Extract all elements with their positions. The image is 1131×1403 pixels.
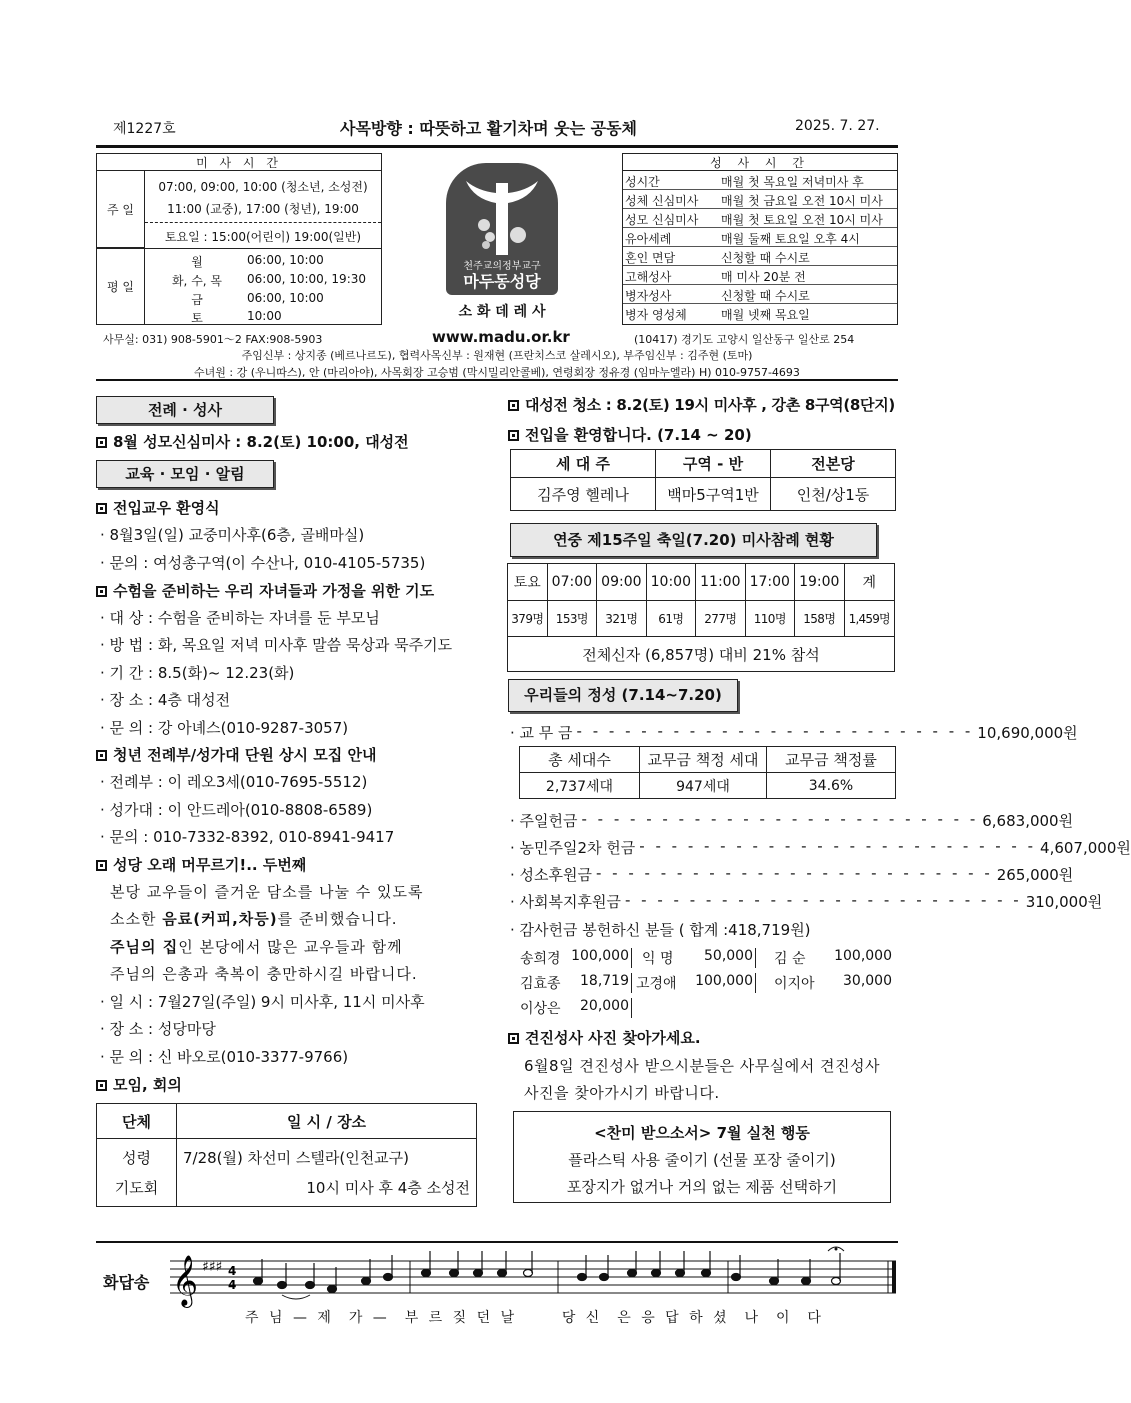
sunday-times-2: 11:00 (교중), 17:00 (청년), 19:00 <box>167 202 359 216</box>
table-cell: 34.6% <box>767 773 896 799</box>
transfer-table <box>510 449 896 511</box>
donor-amount: 100,000 <box>520 948 632 968</box>
table-cell: 153명 <box>547 601 596 637</box>
sacrament-row <box>623 228 897 247</box>
sacrament-time: 매월 첫 목요일 저녁미사 후 <box>721 175 864 189</box>
sacrament-time: 신청할 때 수시로 <box>721 251 810 265</box>
sacrament-time: 매월 둘째 토요일 오후 4시 <box>721 232 860 246</box>
table-header: 교무금 책정 세대 <box>640 747 767 773</box>
table-header: 계 <box>844 564 894 601</box>
youth-line: · 전례부 : 이 레오3세(010-7695-5512) <box>100 773 368 791</box>
laudato-si-line: 플라스틱 사용 줄이기 (선물 포장 줄이기) <box>568 1151 836 1169</box>
parish-name: 마두동성당 <box>463 272 541 291</box>
sacrament-name: 고해성사 <box>625 270 672 284</box>
table-cell: 947세대 <box>640 773 767 799</box>
sacrament-time: 매월 넷째 목요일 <box>721 308 810 322</box>
donor-amount: 100,000 <box>834 948 892 964</box>
weekday-times: 06:00, 10:00 <box>247 291 324 305</box>
issue-date: 2025. 7. 27. <box>795 118 880 134</box>
donor-list <box>520 948 896 1018</box>
svg-text:4: 4 <box>228 1264 237 1278</box>
donor-name: 익 명 <box>642 951 674 967</box>
donor-amount: 18,719 <box>520 973 632 993</box>
sunday-label: 주 일 <box>97 171 145 248</box>
weekday-day: 월 <box>191 255 203 269</box>
table-header: 총 세대수 <box>520 747 640 773</box>
section-education: 교육 · 모임 · 알림 <box>96 460 274 488</box>
staff-others: 수녀원 : 강 (우니따스), 안 (마리아야), 사목회장 고승범 (막시밀리안콜베), 연령회장 정유경 (임마누엘라) H) 010-9757-4693 <box>194 366 800 379</box>
table-cell: 김주영 헬레나 <box>511 478 656 511</box>
attendance-table <box>507 563 895 672</box>
table-header: 세 대 주 <box>511 450 656 478</box>
welcome-title: 전입교우 환영식 <box>96 497 220 513</box>
offering-row: · 성소후원금 - - - - - - - - - - - - - - - - - - - - - - - - - 265,000원 <box>510 864 1074 884</box>
sacrament-name: 성체 신심미사 <box>625 194 699 208</box>
table-header: 17:00 <box>745 564 794 601</box>
issue-number: 제1227호 <box>113 121 176 137</box>
psalm-label: 화답송 <box>103 1273 150 1292</box>
sacrament-name: 병자성사 <box>625 289 672 303</box>
photo-paragraph: 사진을 찾아가시기 바랍니다. <box>524 1084 720 1102</box>
svg-text:4: 4 <box>228 1278 237 1292</box>
thanks-offering-title: · 감사헌금 봉헌하신 분들 ( 합계 :418,719원) <box>510 921 811 939</box>
stay-paragraph: 본당 교우들이 즐거운 담소를 나눌 수 있도록 <box>110 883 424 901</box>
sunday-times-1: 07:00, 09:00, 10:00 (청소년, 소성전) <box>158 180 368 194</box>
header-rule <box>96 145 898 148</box>
attendance-title: 연중 제15주일 축일(7.20) 미사참례 현황 <box>510 523 877 557</box>
laudato-si-line: 포장지가 없거나 거의 없는 제품 선택하기 <box>566 1178 838 1196</box>
square-bullet-icon <box>508 1033 519 1044</box>
psalm-score <box>170 1245 898 1315</box>
saturday-times: 토요일 : 15:00(어린이) 19:00(일반) <box>164 230 362 244</box>
exam-line: · 장 소 : 4층 대성전 <box>100 691 231 709</box>
laudato-si-box <box>513 1111 891 1203</box>
donor-amount: 50,000 <box>642 948 756 968</box>
weekday-day: 토 <box>191 311 203 325</box>
cleaning-notice: 대성전 청소 : 8.2(토) 19시 미사후 , 강촌 8구역(8단지) <box>508 394 895 410</box>
square-bullet-icon <box>96 586 107 597</box>
welcome-line: · 문의 : 여성총구역(이 수산나, 010-4105-5735) <box>100 554 426 572</box>
table-cell: 1,459명 <box>844 601 894 637</box>
weekday-times: 06:00, 10:00 <box>247 253 324 267</box>
table-header: 11:00 <box>696 564 745 601</box>
donor-name: 김 순 <box>774 951 806 967</box>
offering-row: · 교 무 금 - - - - - - - - - - - - - - - - - - - - - - - - - 10,690,000원 <box>510 722 1078 742</box>
weekday-day: 금 <box>191 293 203 307</box>
table-cell: 7/28(월) 차선미 스텔라(인천교구) 10시 미사 후 4층 소성전 <box>177 1139 477 1207</box>
sacrament-times-box <box>622 153 898 325</box>
stay-paragraph: 주님의 집인 본당에서 많은 교우들과 함께 <box>110 938 403 956</box>
exam-line: · 기 간 : 8.5(화)~ 12.23(화) <box>100 664 295 682</box>
table-header: 10:00 <box>646 564 695 601</box>
welcome-line: · 8월3일(일) 교중미사후(6층, 골배마실) <box>100 526 365 544</box>
office-phone: 사무실: 031) 908-5901～2 FAX:908-5903 <box>103 333 323 346</box>
stay-line: · 문 의 : 신 바오로(010-3377-9766) <box>100 1048 349 1066</box>
laudato-si-title: <찬미 받으소서> 7월 실천 행동 <box>594 1124 810 1142</box>
donor-name: 김효종 <box>520 976 561 992</box>
offering-row: · 주일헌금 - - - - - - - - - - - - - - - - - - - - - - - - - 6,683,000원 <box>510 810 1074 830</box>
divider <box>145 222 381 223</box>
meetings-title: 모임, 회의 <box>96 1074 182 1090</box>
weekday-day: 화, 수, 목 <box>171 274 223 288</box>
table-cell: 110명 <box>745 601 794 637</box>
sacrament-row <box>623 247 897 266</box>
table-header: 교무금 책정률 <box>767 747 896 773</box>
header-bottom-rule <box>96 379 898 381</box>
psalm-top-rule <box>96 1241 898 1243</box>
table-header: 09:00 <box>597 564 646 601</box>
mass-times-box <box>96 153 382 325</box>
sacrament-time: 매월 첫 토요일 오전 10시 미사 <box>721 213 883 227</box>
table-cell: 158명 <box>795 601 844 637</box>
sacrament-time: 매월 첫 금요일 오전 10시 미사 <box>721 194 883 208</box>
donor-amount: 30,000 <box>843 973 892 989</box>
square-bullet-icon <box>96 1080 107 1091</box>
sacrament-name: 성모 신심미사 <box>625 213 699 227</box>
donor-amount: 100,000 <box>642 973 756 993</box>
offering-row: · 농민주일2차 헌금 - - - - - - - - - - - - - - - - - - - - - - - - - 4,607,000원 <box>510 837 1131 857</box>
table-header: 단체 <box>97 1104 177 1139</box>
sacrament-name: 성시간 <box>625 175 660 189</box>
mass-times-title: 미 사 시 간 <box>97 154 381 171</box>
photo-title: 견진성사 사진 찾아가세요. <box>508 1027 701 1043</box>
table-cell: 321명 <box>597 601 646 637</box>
table-cell: 백마5구역1반 <box>656 478 771 511</box>
transfer-title: 전입을 환영합니다. (7.14 ~ 20) <box>508 424 752 440</box>
square-bullet-icon <box>508 400 519 411</box>
donor-name: 이지아 <box>774 976 815 992</box>
stay-paragraph: 소소한 음료(커피,차등)를 준비했습니다. <box>110 910 398 928</box>
square-bullet-icon <box>96 750 107 761</box>
patron-saint: 소 화 데 레 사 <box>458 304 546 320</box>
table-cell: 2,737세대 <box>520 773 640 799</box>
weekday-times: 10:00 <box>247 309 282 323</box>
donor-amount: 20,000 <box>520 998 632 1018</box>
stay-line: · 일 시 : 7월27일(주일) 9시 미사후, 11시 미사후 <box>100 993 425 1011</box>
section-liturgy: 전례 · 성사 <box>96 396 274 424</box>
donor-name: 고경애 <box>636 976 677 992</box>
sacrament-time: 신청할 때 수시로 <box>721 289 810 303</box>
photo-paragraph: 6월8일 견진성사 받으시분들은 사무실에서 견진성사 <box>524 1057 880 1075</box>
exam-line: · 방 법 : 화, 목요일 저녁 미사후 말씀 묵상과 묵주기도 <box>100 636 453 654</box>
tithe-table <box>519 746 896 799</box>
sacrament-name: 병자 영성체 <box>625 308 687 322</box>
sacrament-row <box>623 190 897 209</box>
treble-clef-icon: 𝄞 <box>172 1255 199 1306</box>
meetings-table <box>96 1103 477 1207</box>
table-header: 19:00 <box>795 564 844 601</box>
weekday-times: 06:00, 10:00, 19:30 <box>247 272 367 286</box>
parish-address: (10417) 경기도 고양시 일산동구 일산로 254 <box>634 333 855 346</box>
weekday-label: 평 일 <box>97 248 145 324</box>
svg-text:♯♯♯: ♯♯♯ <box>202 1259 223 1275</box>
sacrament-name: 혼인 면담 <box>625 251 676 265</box>
table-cell: 379명 <box>508 601 548 637</box>
square-bullet-icon <box>96 503 107 514</box>
attendance-total: 전체신자 (6,857명) 대비 21% 참석 <box>508 637 895 672</box>
sacrament-row <box>623 171 897 190</box>
exam-line: · 대 상 : 수험을 준비하는 자녀를 둔 부모님 <box>100 609 380 627</box>
exam-prayer-title: 수험을 준비하는 우리 자녀들과 가정을 위한 기도 <box>96 580 434 596</box>
square-bullet-icon <box>96 437 107 448</box>
stay-line: · 장 소 : 성당마당 <box>100 1020 216 1038</box>
table-header: 토요 <box>508 564 548 601</box>
table-header: 07:00 <box>547 564 596 601</box>
donor-name: 이상은 <box>520 1001 561 1017</box>
sacrament-title: 성 사 시 간 <box>623 154 897 171</box>
staff-priests: 주임신부 : 상지종 (베르나르도), 협력사목신부 : 원재현 (프란치스코 살레시오), 부주임신부 : 김주현 (토마) <box>241 349 753 362</box>
website-link[interactable]: www.madu.or.kr <box>432 328 570 346</box>
stay-title: 성당 오래 머무르기!.. 두번째 <box>96 854 306 870</box>
table-header: 일 시 / 장소 <box>177 1104 477 1139</box>
sacrament-row <box>623 304 897 324</box>
sacrament-name: 유아세례 <box>625 232 672 246</box>
square-bullet-icon <box>508 430 519 441</box>
sacrament-row <box>623 209 897 228</box>
stay-paragraph: 주님의 은총과 축복이 충만하시길 바랍니다. <box>110 965 418 983</box>
pastoral-motto: 사목방향 : 따뜻하고 활기차며 웃는 공동체 <box>340 119 638 138</box>
youth-line: · 성가대 : 이 안드레아(010-8808-6589) <box>100 801 373 819</box>
square-bullet-icon <box>96 860 107 871</box>
offering-row: · 사회복지후원금 - - - - - - - - - - - - - - - - - - - - - - - - - 310,000원 <box>510 891 1103 911</box>
parish-logo <box>446 163 558 295</box>
youth-line: · 문의 : 010-7332-8392, 010-8941-9417 <box>100 828 395 846</box>
donor-name: 송희경 <box>520 951 561 967</box>
diocese-name: 천주교의정부교구 <box>463 261 541 272</box>
table-cell: 61명 <box>646 601 695 637</box>
sacrament-row <box>623 266 897 285</box>
marian-mass-notice: 8월 성모신심미사 : 8.2(토) 10:00, 대성전 <box>96 431 409 447</box>
sacrament-row <box>623 285 897 304</box>
table-header: 구역 - 반 <box>656 450 771 478</box>
table-cell: 성령 기도회 <box>97 1139 177 1207</box>
sacrament-time: 매 미사 20분 전 <box>721 270 806 284</box>
youth-recruit-title: 청년 전례부/성가대 단원 상시 모집 안내 <box>96 744 376 760</box>
exam-line: · 문 의 : 강 아녜스(010-9287-3057) <box>100 719 349 737</box>
table-header: 전본당 <box>771 450 896 478</box>
psalm-lyrics: 주 님 — 제 가 — 부 르 짖 던 날 당 신 은 응 답 하 셨 나 이 다 <box>245 1310 824 1326</box>
table-cell: 277명 <box>696 601 745 637</box>
offering-title: 우리들의 정성 (7.14~7.20) <box>508 679 738 712</box>
table-cell: 인천/상1동 <box>771 478 896 511</box>
